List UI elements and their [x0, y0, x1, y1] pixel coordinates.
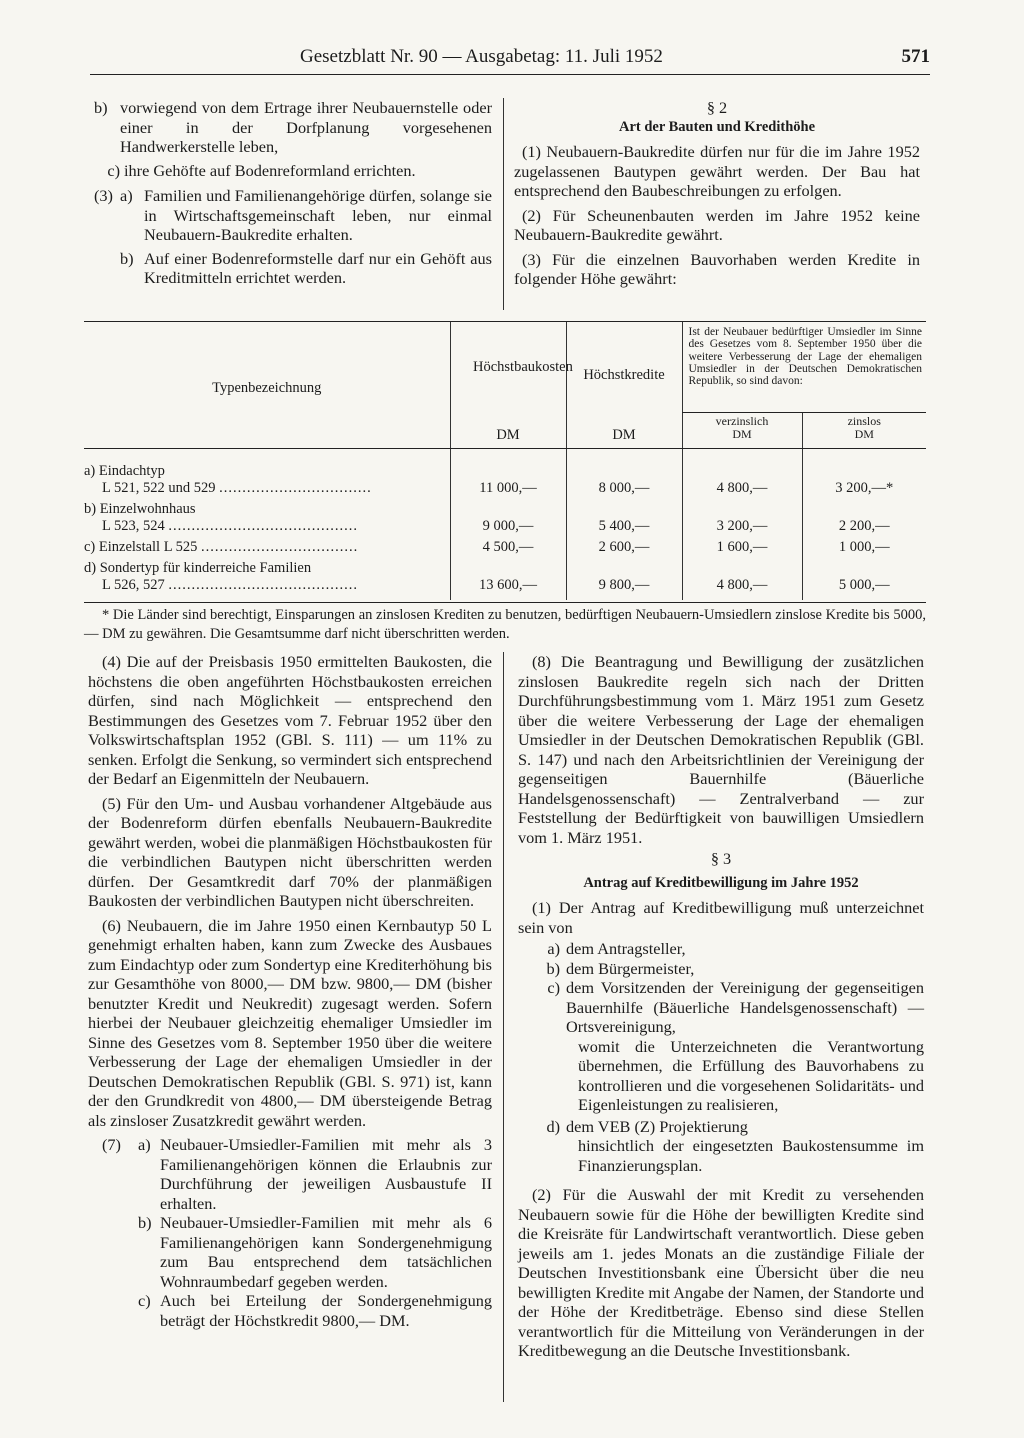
table-header-row [84, 322, 926, 413]
list-item-continuation: hinsichtlich der eingesetzten Baukostensumme im Finanzierungsplan. [578, 1136, 924, 1175]
column-divider [503, 652, 504, 1402]
list-item: b) vorwiegend von dem Ertrage ihrer Neubauernstelle oder einer in der Dorfplanung vorgesehenen Handwerkerstelle leben, [94, 98, 492, 156]
paragraph: (8) Die Beantragung und Bewilligung der zusätzlichen zinslosen Baukredite regeln sich nach der Dritten Durchführungsbestimmung vom 1. März 1951 zum Gesetz über die weitere Verbesserung der Lage der ehemaligen Umsiedler in der Deutschen Demokratischen Republik (GBl. S. 147) und nach den Arbeitsrichtlinien der Vereinigung der gegenseitigen Bauernhilfe (Bäuerliche Handelsgenossenschaft) — Zentralverband — zur Feststellung der Bedürftigkeit von bauwilligen Umsiedlern vom 1. März 1951. [518, 652, 924, 847]
section-number: § 2 [706, 98, 728, 117]
section-number: § 3 [710, 849, 732, 868]
paragraph: (2) Für Scheunenbauten werden im Jahre 1952 keine Neubauern-Baukredite gewährt. [514, 205, 920, 244]
table-bottom-rule [84, 602, 926, 603]
table-footnote: * Die Länder sind berechtigt, Einsparungen an zinslosen Krediten zu benutzen, bedürftigen Neubauern-Umsiedlern zinslose Kredite bis 5000,— DM zu gewähren. Die Gesamtsumme darf nicht überschritten werden. [84, 607, 926, 642]
paragraph: (1) Neubauern-Baukredite dürfen nur für die im Jahre 1952 zugelassenen Bautypen gewährt werden. Der Bau hat entsprechend den Baubeschreibungen zu erfolgen. [514, 142, 920, 200]
header-need: Ist der Neubauer bedürftiger Umsiedler im Sinne des Gesetzes vom 8. September 1950 über die weitere Verbesserung der Lage der ehemaligen Umsiedler in der Deutschen Demokratischen Republik, so sind davon: [682, 322, 926, 413]
list-item: c) Auch bei Erteilung der Sondergenehmigung beträgt der Höchstkredit 9800,— DM. [138, 1291, 492, 1330]
paragraph: (1) Der Antrag auf Kreditbewilligung muß unterzeichnet sein von [518, 898, 924, 937]
section-heading: Antrag auf Kreditbewilligung im Jahre 1952 [583, 874, 859, 891]
table-row: d) Sondertyp für kinderreiche Familien L 526, 527 ......................................... 13 600,— 9 800,— 4 800,— 5 000,— [84, 556, 926, 600]
paragraph: (3) Für die einzelnen Bauvorhaben werden Kredite in folgender Höhe gewährt: [514, 249, 920, 288]
paragraph: (6) Neubauern, die im Jahre 1950 einen Kernbautyp 50 L genehmigt erhalten haben, kann zum Zwecke des Ausbaues zum Eindachtyp oder zum Sondertyp eine Krediterhöhung bis zur Gesamthöhe von 8000,— DM bzw. 9800,— DM (bisher benutzter Kredit und Neukredit) zugesagt werden. Sofern hierbei der Neubauer gleichzeitig ehemaliger Umsiedler im Sinne des Gesetzes vom 8. September 1950 über die weitere Verbesserung der Lage der ehemaligen Umsiedler in der Deutschen Demokratischen Republik (GBl. S. 971) ist, kann der den Grundkredit von 4800,— DM übersteigende Betrag als zinsloser Zusatzkredit gewährt werden. [88, 915, 492, 1130]
list-item: b) Auf einer Bodenreformstelle darf nur ein Gehöft aus Kreditmitteln errichtet werden. [120, 248, 492, 287]
top-left-column [94, 98, 492, 288]
list-item: d) dem VEB (Z) Projektierung [546, 1116, 748, 1136]
top-right-column [514, 98, 920, 294]
list-item: c) dem Vorsitzenden der Vereinigung der gegenseitigen Bauernhilfe (Bäuerliche Handelsgenossenschaft) — Ortsvereinigung, [547, 978, 924, 1036]
paragraph: (2) Für die Auswahl der mit Kredit zu versehenden Neubauern sowie für die Höhe der bewilligten Kredite sind die Kreisräte für Landwirtschaft verantwortlich. Diese geben jeweils am 1. jedes Monats an die zuständige Filiale der Deutschen Investitionsbank eine Übersicht über die neu bewilligten Kredite mit Angabe der Namen, der Standorte und der Höhe der Kreditbeträge. Ebenso sind diese Stellen verantwortlich für die Mitteilung von Veränderungen in der Kreditbewegung an die Deutsche Investitionsbank. [518, 1185, 924, 1360]
header-max-credit: Höchstkredite DM [566, 322, 682, 449]
list-item: (3) a) Familien und Familienangehörige dürfen, solange sie in Wirtschaftsgemeinschaft leben, nur einmal Neubauern-Baukredite erhalten. [94, 186, 492, 244]
table-row: b) Einzelwohnhaus L 523, 524 ......................................... 9 000,— 5 400,— 3 200,— 2 200,— [84, 497, 926, 535]
list-item: (7) a) Neubauer-Umsiedler-Familien mit mehr als 3 Familienangehörigen können die Erlaubnis zur Durchführung der jeweiligen Ausbaustufe II erhalten. [102, 1135, 492, 1213]
table-row: a) Eindachtyp L 521, 522 und 529 ................................. 11 000,— 8 000,— 4 800,— 3 200,—* [84, 449, 926, 498]
page-number: 571 [901, 46, 930, 67]
header-max-cost: Höchstbaukosten DM [450, 322, 566, 449]
page-header [90, 44, 930, 75]
header-interest-free: zinslos DM [802, 413, 926, 449]
bottom-left-column [88, 652, 492, 1330]
bottom-right-column [518, 652, 924, 1366]
list-item: a) dem Antragsteller, [547, 939, 686, 958]
list-item: b) Neubauer-Umsiedler-Familien mit mehr als 6 Familienangehörigen kann Sondergenehmigung zum Bau entsprechend dem tatsächlichen Wohnraumbedarf gegeben werden. [138, 1213, 492, 1291]
list-item: b) dem Bürgermeister, [546, 958, 695, 978]
section-heading: Art der Bauten und Kredithöhe [618, 118, 816, 135]
paragraph: (4) Die auf der Preisbasis 1950 ermittelten Baukosten, die höchstens die oben angeführten Höchstbaukosten erreichen dürfen, sind nach Möglichkeit — entsprechend den Bestimmungen des Gesetzes vom 7. Februar 1952 über den Volkswirtschaftsplan 1952 (GBl. S. 111) — um 11% zu senken. Erfolgt die Senkung, so vermindert sich entsprechend der Bedarf an Eigenmitteln der Neubauern. [88, 652, 492, 788]
list-item: c) ihre Gehöfte auf Bodenreformland errichten. [107, 160, 416, 180]
list-item-continuation: womit die Unterzeichneten die Verantwortung übernehmen, die Erfüllung des Bauvorhabens zu kontrollieren und die vorgesehenen Solidaritäts- und Eigenleistungen zu realisieren, [578, 1036, 924, 1114]
credit-table [84, 322, 926, 600]
page-title: Gesetzblatt Nr. 90 — Ausgabetag: 11. Juli 1952 [300, 46, 663, 67]
table-row: c) Einzelstall L 525 .................................. 4 500,— 2 600,— 1 600,— 1 000,— [84, 535, 926, 556]
column-divider [503, 98, 504, 310]
paragraph: (5) Für den Um- und Ausbau vorhandener Altgebäude aus der Bodenreform dürfen ebenfalls Neubauern-Baukredite gewährt werden, wobei die planmäßigen Höchstbaukosten für die verbindlichen Bautypen nicht überschritten werden dürfen. Der Gesamtkredit darf 70% der planmäßigen Baukosten der verbindlichen Bautypen nicht überschreiten. [88, 793, 492, 910]
header-type: Typenbezeichnung [84, 322, 450, 449]
header-interest: verzinslich DM [682, 413, 802, 449]
